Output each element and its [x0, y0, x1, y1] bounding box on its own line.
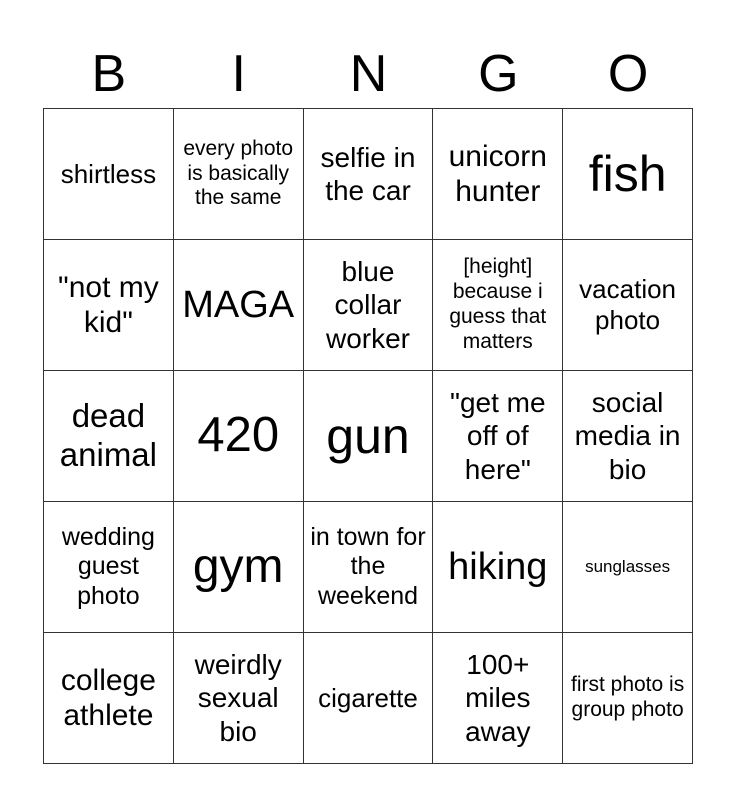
header-letter-o: O	[607, 45, 649, 103]
bingo-cell[interactable]: blue collar worker	[303, 240, 433, 371]
bingo-cell[interactable]: social media in bio	[563, 371, 693, 502]
bingo-cell[interactable]: every photo is basically the same	[173, 109, 303, 240]
board-row	[44, 633, 693, 764]
bingo-cell[interactable]: fish	[563, 109, 693, 240]
bingo-cell[interactable]: cigarette	[303, 633, 433, 764]
header-letter-b: B	[91, 45, 127, 103]
bingo-cell[interactable]: in town for the weekend	[303, 502, 433, 633]
bingo-cell[interactable]: unicorn hunter	[433, 109, 563, 240]
bingo-cell[interactable]: MAGA	[173, 240, 303, 371]
bingo-cell[interactable]: first photo is group photo	[563, 633, 693, 764]
board-row	[44, 109, 693, 240]
board-row	[44, 240, 693, 371]
board-row	[44, 371, 693, 502]
bingo-cell[interactable]: wedding guest photo	[44, 502, 174, 633]
bingo-cell[interactable]: hiking	[433, 502, 563, 633]
bingo-cell[interactable]: selfie in the car	[303, 109, 433, 240]
bingo-cell[interactable]: "get me off of here"	[433, 371, 563, 502]
bingo-cell[interactable]: vacation photo	[563, 240, 693, 371]
bingo-cell[interactable]: gym	[173, 502, 303, 633]
bingo-cell[interactable]: 100+ miles away	[433, 633, 563, 764]
bingo-cell[interactable]: sunglasses	[563, 502, 693, 633]
header-letter-i: I	[231, 45, 246, 103]
bingo-cell[interactable]: gun	[303, 371, 433, 502]
bingo-cell[interactable]: college athlete	[44, 633, 174, 764]
bingo-cell[interactable]: shirtless	[44, 109, 174, 240]
bingo-cell[interactable]: 420	[173, 371, 303, 502]
bingo-board	[43, 108, 693, 764]
header-letter-n: N	[349, 45, 388, 103]
header-letter-g: G	[478, 45, 519, 103]
board-row	[44, 502, 693, 633]
bingo-header	[44, 40, 693, 108]
bingo-cell[interactable]: "not my kid"	[44, 240, 174, 371]
bingo-cell[interactable]: [height] because i guess that matters	[433, 240, 563, 371]
bingo-cell[interactable]: dead animal	[44, 371, 174, 502]
bingo-cell[interactable]: weirdly sexual bio	[173, 633, 303, 764]
